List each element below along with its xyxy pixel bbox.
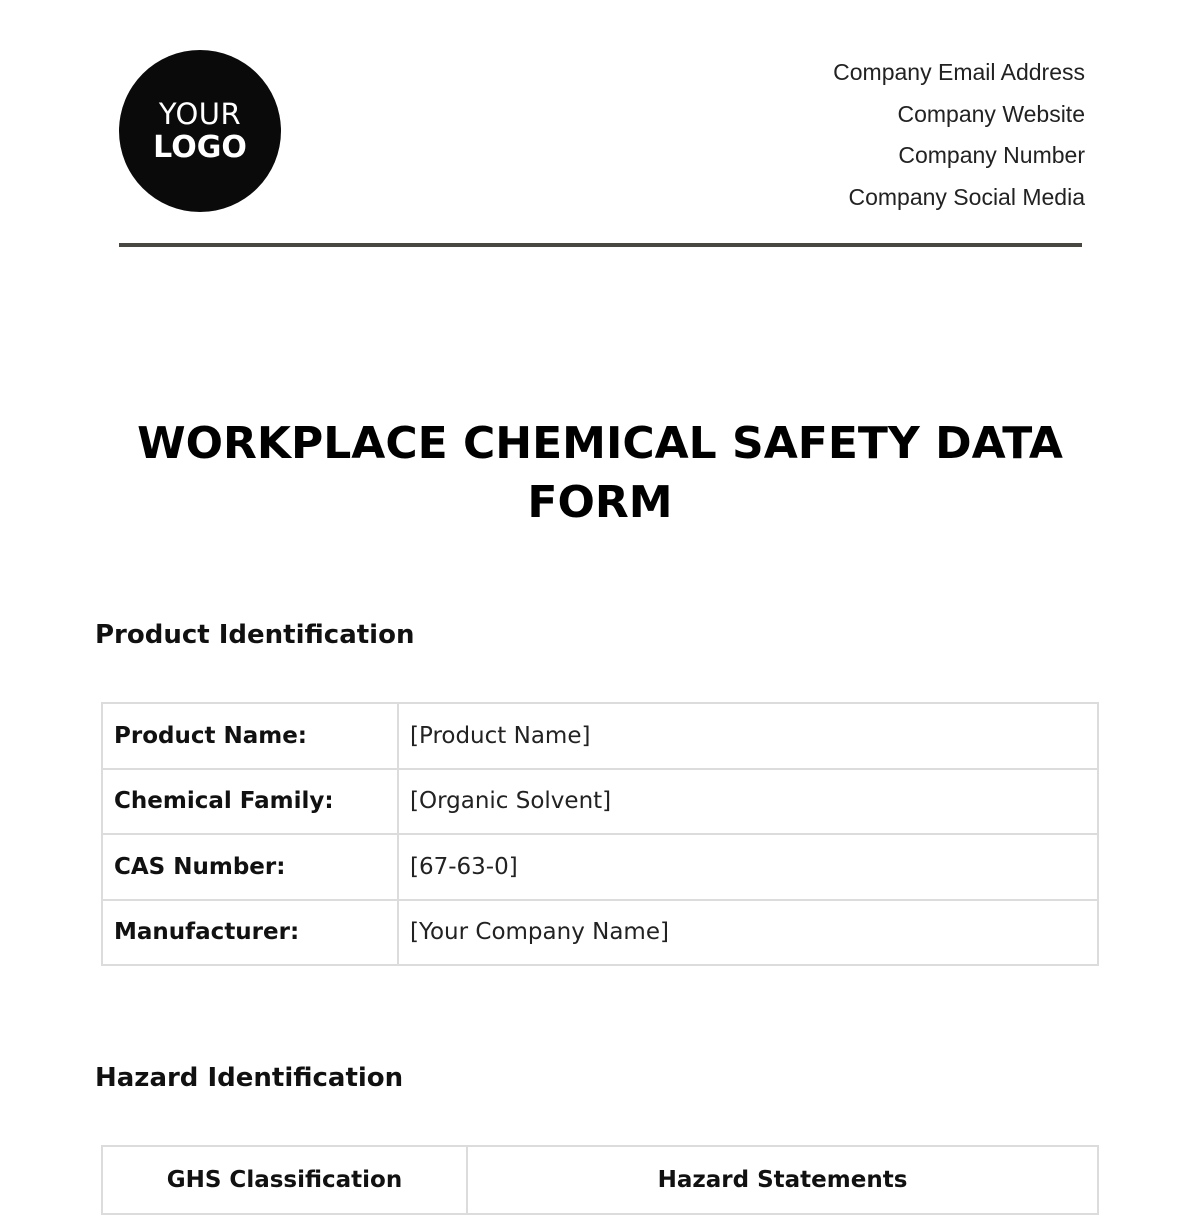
cas-number-label: CAS Number:: [102, 834, 398, 900]
table-row: [102, 900, 1098, 966]
product-identification-heading: Product Identification: [95, 620, 415, 650]
hazard-identification-table: [101, 1145, 1099, 1215]
manufacturer-label: Manufacturer:: [102, 900, 398, 966]
table-row: [102, 703, 1098, 769]
document-title: [0, 414, 1200, 532]
table-row: [102, 834, 1098, 900]
company-email: Company Email Address: [833, 59, 1085, 85]
ghs-classification-header: GHS Classification: [102, 1146, 467, 1214]
product-name-label: Product Name:: [102, 703, 398, 769]
logo-text-your: YOUR: [158, 96, 242, 131]
document-title-line2: FORM: [527, 477, 673, 528]
company-logo: [119, 50, 281, 212]
header-divider: [119, 243, 1082, 247]
chemical-family-label: Chemical Family:: [102, 769, 398, 835]
hazard-identification-heading: Hazard Identification: [95, 1063, 404, 1093]
product-identification-table: [101, 702, 1099, 966]
company-contact-block: [833, 52, 1085, 218]
company-website: Company Website: [897, 100, 1085, 127]
logo-text-logo: LOGO: [153, 129, 247, 165]
cas-number-value: [67-63-0]: [398, 834, 1098, 900]
company-number: Company Number: [898, 142, 1085, 168]
table-row: [102, 769, 1098, 835]
product-name-value: [Product Name]: [398, 703, 1098, 769]
manufacturer-value: [Your Company Name]: [398, 900, 1098, 966]
document-title-line1: WORKPLACE CHEMICAL SAFETY DATA: [137, 418, 1063, 469]
table-header-row: [102, 1146, 1098, 1214]
chemical-family-value: [Organic Solvent]: [398, 769, 1098, 835]
hazard-statements-header: Hazard Statements: [467, 1146, 1098, 1214]
company-social-media: Company Social Media: [848, 183, 1085, 210]
